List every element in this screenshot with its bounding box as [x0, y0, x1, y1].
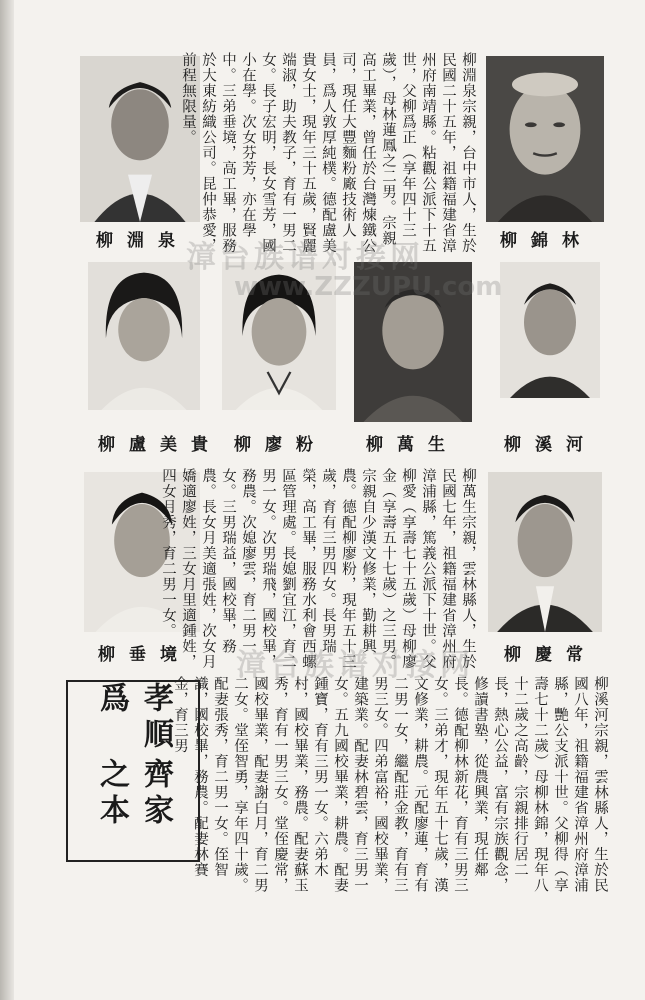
motto-line-2: 齊家之本: [94, 758, 173, 831]
portrait-liu-qingchang: [488, 472, 602, 632]
watermark-en: www.ZZZUPU.com: [234, 272, 503, 302]
motto-box: [66, 680, 200, 862]
caption-liu-jinlin: 柳錦林: [500, 231, 593, 251]
watermark-cn-1: 漳台族谱对接网: [186, 240, 424, 275]
bio-liu-xihe: 柳溪河宗親，雲林縣人，生於民國八年，祖籍福建省漳州府漳浦縣，艷公支派十世。父柳得（享壽七十二歲）母柳林錦，現年八十二歲之高齡，宗親排行居二長，熱心公益，富有宗族觀念，修讀書塾，從農興業，現任鄰長。德配柳林新花，育有三男三女。三弟才，現年五十七歲，漢文修業，耕農。元配廖蓮，育有二男一女，繼配莊金教，育有三男三女。四弟富裕，國校畢業，建築業。配妻林碧雲，育三男一女。五九國校畢業，耕農。配妻鍾寶，育有三男一女。六弟木村，國校畢業，務農。配妻蘇玉秀，育有一男三女。堂侄慶常，國校畢業，配妻謝白月，育二男二女。堂侄智勇，享年四十歲。配妻張秀，育二男一女。侄智識，國校畢，務農。配妻林賽金，育三男: [172, 676, 608, 893]
bio-liu-yuanquan: 柳淵泉宗親，台中市人，生於民國二十五年，祖籍福建省漳州府南靖縣。粘觀公派下十五世，父柳爲正（享年四十三歲），母林蓮鳳之二男。宗親高工畢業，曾任於台灣煉鐵公司，現任大豐麵粉廠技術人員，爲人敦厚純樸。德配盧美貴女士，現年三十五歲，賢麗端淑，助夫教子，育有一男二女。長子宏明，長女雪芳，國小在學。次女芬芳，亦在學中。三弟垂境，高工畢，服務於大東紡織公司。昆仲恭愛，前程無限量。: [180, 52, 476, 254]
portrait-liu-xihe: [500, 262, 600, 398]
caption-liu-qingchang: 柳慶常: [504, 645, 597, 665]
portrait-liu-jinlin: [486, 56, 604, 222]
caption-liu-chuijing: 柳垂境: [98, 645, 191, 665]
caption-liu-yuanquan: 柳淵泉: [96, 231, 189, 251]
caption-liu-liaofen: 柳廖粉: [234, 435, 327, 455]
caption-liu-lumeigui: 柳盧美貴: [98, 435, 222, 455]
watermark-cn-2: 漳台族谱对接网: [236, 648, 474, 683]
motto-line-1: 孝順爲: [94, 682, 173, 754]
scan-edge: [0, 0, 14, 1000]
bio-liu-wansheng: 柳萬生宗親，雲林縣人，生於民國七年，祖籍福建省漳州府漳浦縣，篤義公派下十世。父柳愛（享壽七十五歲）母柳廖金（享壽五十七歲）之三男。宗親自少漢文修業，勤耕興農。德配柳廖粉，現年五十三歲，育有三男四女。長男瑞榮，高工畢，服務水利會西螺區管理處。長媳劉宜江，育二男一女。次男瑞飛，國校畢，務農。次媳廖雲，育二男一女。三男瑞益，國校畢，務農。長女月美適張姓，次女月嬌適廖姓，三女月里適鍾姓，四女月秀，育二男一女。: [160, 468, 476, 670]
portrait-liu-liaofen: [222, 262, 336, 410]
caption-liu-wansheng: 柳萬生: [366, 435, 459, 455]
caption-liu-xihe: 柳溪河: [504, 435, 597, 455]
portrait-liu-wansheng: [354, 262, 472, 422]
portrait-liu-lumeigui: [88, 262, 200, 410]
